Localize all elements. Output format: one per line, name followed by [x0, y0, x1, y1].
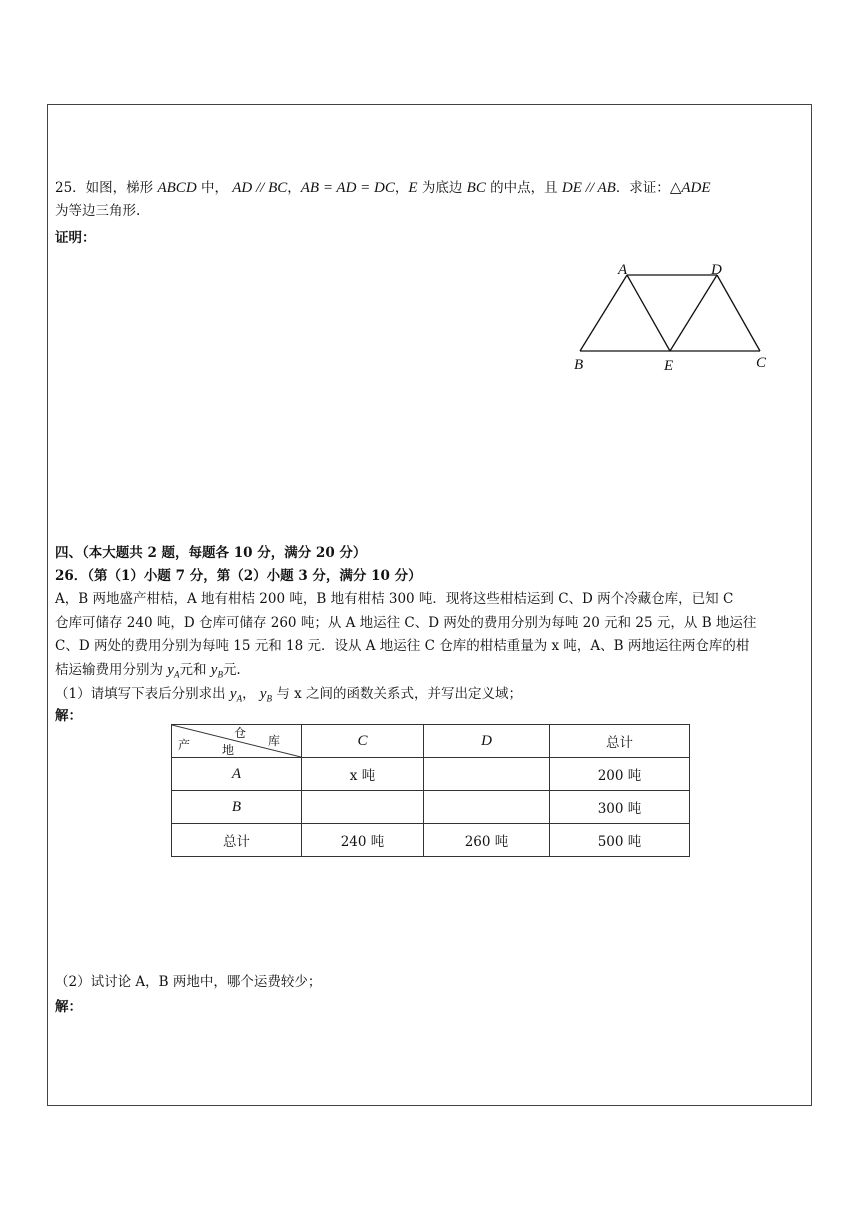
- var-ya-sub: A: [173, 669, 180, 680]
- segment-ae: [627, 275, 670, 351]
- var-ya: y: [167, 662, 174, 678]
- label-d: D: [711, 262, 722, 278]
- segment-de: [670, 275, 717, 351]
- var-ya-sub: A: [236, 693, 243, 704]
- q25-trapezoid: ABCD: [157, 180, 197, 196]
- table-header-row: [172, 725, 690, 758]
- q26-text: （1）请填写下表后分别求出: [55, 686, 230, 702]
- var-yb-sub: B: [217, 669, 223, 680]
- cell-a-c: x 吨: [302, 758, 424, 791]
- var-yb: y: [259, 686, 267, 702]
- q26-paragraph-line1: A，B 两地盛产柑桔，A 地有柑桔 200 吨，B 地有柑桔 300 吨．现将这些柑桔运到 C、D 两个冷藏仓库，已知 C: [55, 591, 734, 607]
- q25-text: 为底边: [417, 180, 467, 196]
- q25-equal-relation: AB = AD = DC: [300, 180, 395, 196]
- shipment-table: [171, 724, 690, 857]
- q26-heading: 26．（第（1）小题 7 分，第（2）小题 3 分，满分 10 分）: [55, 568, 422, 584]
- trapezoid-figure: [570, 258, 780, 378]
- q25-text: 的中点，且: [485, 180, 562, 196]
- table-row: [172, 758, 690, 791]
- q25-proof-label: 证明：: [55, 230, 96, 246]
- q25-text: 中，: [196, 180, 228, 196]
- header-di: 地: [222, 743, 235, 757]
- q26-sub2: （2）试讨论 A，B 两地中，哪个运费较少；: [55, 974, 322, 990]
- q25-parallel-relation-2: DE // AB: [561, 180, 616, 196]
- header-ku: 库: [268, 734, 281, 748]
- col-header-c: C: [302, 725, 424, 758]
- label-a: A: [618, 262, 628, 278]
- segment-dc: [717, 275, 760, 351]
- q25-line2: 为等边三角形.: [55, 203, 141, 219]
- q26-text: 与 x 之间的函数关系式，并写出定义域；: [272, 686, 523, 702]
- table-row: [172, 791, 690, 824]
- answer-label-2: 解：: [55, 999, 82, 1015]
- cell-b-c: [302, 791, 424, 824]
- answer-label-1: 解：: [55, 708, 82, 724]
- table-row: [172, 824, 690, 857]
- q26-paragraph-line3: C、D 两处的费用分别为每吨 15 元和 18 元．设从 A 地运往 C 仓库的柑桔重量为 x 吨，A、B 两地运往两仓库的柑: [55, 638, 750, 654]
- row-label-a: A: [172, 758, 302, 791]
- q26-sub1: [55, 683, 522, 711]
- q26-text: 元和: [179, 662, 211, 678]
- table-diagonal-header: [172, 725, 302, 758]
- q25-segment-bc: BC: [466, 180, 486, 196]
- row-label-total: 总计: [172, 824, 302, 857]
- cell-a-total: 200 吨: [550, 758, 690, 791]
- q25-text: ．求证：: [615, 180, 670, 196]
- q25-text: ，: [287, 180, 301, 196]
- cell-total-c: 240 吨: [302, 824, 424, 857]
- q26-text: 桔运输费用分别为: [55, 662, 168, 678]
- q25-parallel-relation: AD // BC: [232, 180, 288, 196]
- col-header-total: 总计: [550, 725, 690, 758]
- segment-ab: [580, 275, 627, 351]
- cell-b-d: [424, 791, 550, 824]
- var-yb-sub: B: [266, 693, 273, 704]
- var-ya: y: [229, 686, 237, 702]
- cell-a-d: [424, 758, 550, 791]
- header-chan: 产: [178, 738, 191, 752]
- q25-line1: [55, 177, 711, 200]
- var-yb: y: [210, 662, 218, 678]
- col-header-d: D: [424, 725, 550, 758]
- cell-b-total: 300 吨: [550, 791, 690, 824]
- row-label-b: B: [172, 791, 302, 824]
- q26-text: ，: [242, 686, 260, 702]
- q25-text: ，: [394, 180, 409, 196]
- cell-total-total: 500 吨: [550, 824, 690, 857]
- label-e: E: [664, 358, 674, 374]
- cell-total-d: 260 吨: [424, 824, 550, 857]
- section-heading: 四、（本大题共 2 题，每题各 10 分，满分 20 分）: [55, 545, 367, 561]
- label-b: B: [574, 357, 584, 373]
- q25-text: 25．如图，梯形: [55, 180, 158, 196]
- q26-paragraph-line2: 仓库可储存 240 吨，D 仓库可储存 260 吨；从 A 地运往 C、D 两处的费用分别为每吨 20 元和 25 元，从 B 地运往: [55, 615, 757, 631]
- q25-triangle: △ADE: [669, 180, 711, 196]
- header-cang: 仓: [234, 726, 247, 740]
- q26-text: 元.: [222, 662, 241, 678]
- label-c: C: [756, 355, 767, 371]
- q25-point-e: E: [408, 180, 418, 196]
